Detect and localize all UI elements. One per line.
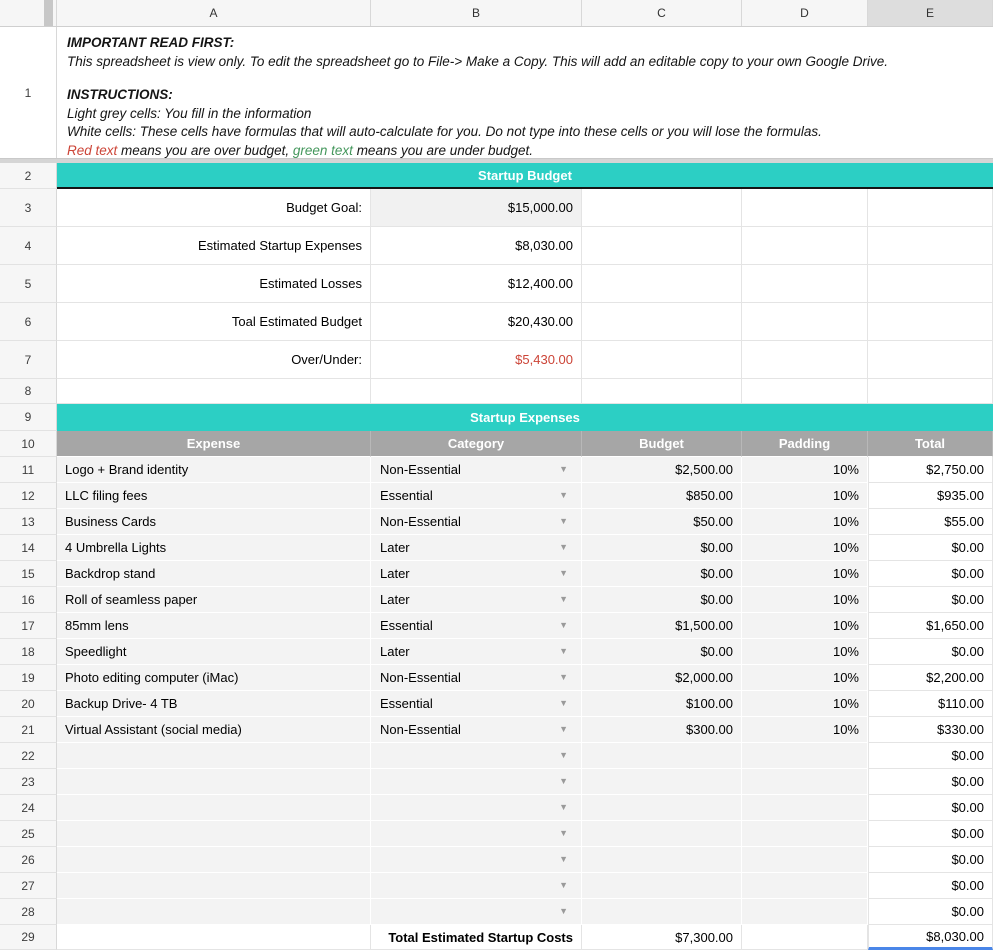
category-value: Non-Essential <box>380 514 461 529</box>
row-header[interactable]: 20 <box>0 691 57 717</box>
padding-cell[interactable]: 10% <box>742 535 868 561</box>
dropdown-arrow-icon[interactable]: ▼ <box>559 516 568 526</box>
padding-cell[interactable] <box>742 769 868 795</box>
empty-expense-table-row <box>0 743 993 769</box>
expense-name-cell[interactable]: Backup Drive- 4 TB <box>57 691 371 717</box>
empty-cell[interactable] <box>582 341 742 379</box>
category-value: Later <box>380 566 410 581</box>
total-cell[interactable]: $935.00 <box>868 483 993 509</box>
empty-cell[interactable] <box>582 189 742 227</box>
header-budget[interactable]: Budget <box>582 431 742 457</box>
padding-cell[interactable]: 10% <box>742 717 868 743</box>
padding-cell[interactable] <box>742 873 868 899</box>
budget-cell[interactable]: $0.00 <box>582 587 742 613</box>
column-header-e[interactable]: E <box>868 0 993 26</box>
empty-cell[interactable] <box>742 265 868 303</box>
empty-cell[interactable] <box>57 379 371 404</box>
budget-cell[interactable] <box>582 847 742 873</box>
column-header-b[interactable]: B <box>371 0 582 26</box>
budget-cell[interactable] <box>582 899 742 925</box>
padding-cell[interactable]: 10% <box>742 691 868 717</box>
category-dropdown-cell[interactable] <box>371 847 582 873</box>
expense-name-cell[interactable]: Roll of seamless paper <box>57 587 371 613</box>
select-all-corner[interactable] <box>0 0 57 26</box>
padding-cell[interactable]: 10% <box>742 665 868 691</box>
dropdown-arrow-icon[interactable]: ▼ <box>559 542 568 552</box>
empty-cell[interactable] <box>582 265 742 303</box>
column-header-a[interactable]: A <box>57 0 371 26</box>
instructions-heading-1: IMPORTANT READ FIRST: <box>67 35 235 50</box>
category-value: Non-Essential <box>380 722 461 737</box>
padding-cell[interactable] <box>742 847 868 873</box>
budget-cell[interactable]: $850.00 <box>582 483 742 509</box>
category-dropdown-cell[interactable] <box>371 717 582 743</box>
category-dropdown-cell[interactable] <box>371 691 582 717</box>
row-header[interactable]: 14 <box>0 535 57 561</box>
empty-cell[interactable] <box>582 227 742 265</box>
total-row <box>0 925 993 950</box>
category-dropdown-cell[interactable] <box>371 821 582 847</box>
dropdown-arrow-icon[interactable]: ▼ <box>559 672 568 682</box>
row-header[interactable]: 7 <box>0 341 57 379</box>
dropdown-arrow-icon[interactable]: ▼ <box>559 802 568 812</box>
category-value: Essential <box>380 696 433 711</box>
budget-cell[interactable]: $2,500.00 <box>582 457 742 483</box>
category-dropdown-cell[interactable] <box>371 769 582 795</box>
category-dropdown-cell[interactable] <box>371 743 582 769</box>
budget-value-cell[interactable]: $8,030.00 <box>371 227 582 265</box>
budget-row-goal <box>0 189 993 227</box>
dropdown-arrow-icon[interactable]: ▼ <box>559 906 568 916</box>
row-header[interactable]: 8 <box>0 379 57 404</box>
padding-cell[interactable]: 10% <box>742 613 868 639</box>
category-dropdown-cell[interactable] <box>371 535 582 561</box>
expense-table-row <box>0 639 993 665</box>
empty-expense-table-row <box>0 899 993 925</box>
empty-cell[interactable] <box>868 189 993 227</box>
total-cell[interactable]: $0.00 <box>868 743 993 769</box>
dropdown-arrow-icon[interactable]: ▼ <box>559 854 568 864</box>
empty-cell[interactable] <box>582 379 742 404</box>
total-cell[interactable]: $330.00 <box>868 717 993 743</box>
category-dropdown-cell[interactable] <box>371 587 582 613</box>
expense-name-cell[interactable] <box>57 899 371 925</box>
green-text-sample: green text <box>292 142 353 158</box>
category-dropdown-cell[interactable] <box>371 665 582 691</box>
dropdown-arrow-icon[interactable]: ▼ <box>559 880 568 890</box>
budget-label-cell[interactable]: Over/Under: <box>57 341 371 379</box>
row-header[interactable]: 13 <box>0 509 57 535</box>
total-cell[interactable]: $0.00 <box>868 821 993 847</box>
total-cell[interactable]: $0.00 <box>868 847 993 873</box>
budget-cell[interactable]: $50.00 <box>582 509 742 535</box>
dropdown-arrow-icon[interactable]: ▼ <box>559 620 568 630</box>
instructions-cell[interactable] <box>57 27 993 158</box>
expense-table-row <box>0 613 993 639</box>
instructions-line-3: White cells: These cells have formulas that will auto-calculate for you. Do not type into these cells or you will lose the formulas. <box>67 124 822 139</box>
padding-cell[interactable]: 10% <box>742 457 868 483</box>
empty-cell[interactable] <box>742 379 868 404</box>
dropdown-arrow-icon[interactable]: ▼ <box>559 828 568 838</box>
empty-expense-table-row <box>0 795 993 821</box>
total-cell[interactable]: $0.00 <box>868 587 993 613</box>
padding-cell[interactable]: 10% <box>742 587 868 613</box>
header-total[interactable]: Total <box>868 431 993 457</box>
padding-cell[interactable] <box>742 899 868 925</box>
header-expense[interactable]: Expense <box>57 431 371 457</box>
budget-row-expenses <box>0 227 993 265</box>
category-dropdown-cell[interactable] <box>371 795 582 821</box>
category-dropdown-cell[interactable] <box>371 899 582 925</box>
dropdown-arrow-icon[interactable]: ▼ <box>559 750 568 760</box>
total-cell[interactable]: $0.00 <box>868 769 993 795</box>
expense-name-cell[interactable] <box>57 795 371 821</box>
padding-cell[interactable]: 10% <box>742 639 868 665</box>
category-value: Non-Essential <box>380 670 461 685</box>
budget-cell[interactable] <box>582 873 742 899</box>
total-cell[interactable]: $0.00 <box>868 795 993 821</box>
category-value: Later <box>380 644 410 659</box>
category-dropdown-cell[interactable] <box>371 873 582 899</box>
expense-name-cell[interactable] <box>57 743 371 769</box>
expense-table-row <box>0 665 993 691</box>
padding-cell[interactable] <box>742 743 868 769</box>
row-header[interactable]: 9 <box>0 404 57 431</box>
padding-cell[interactable]: 10% <box>742 483 868 509</box>
expense-name-cell[interactable]: 4 Umbrella Lights <box>57 535 371 561</box>
red-text-sample: Red text <box>67 142 118 158</box>
category-dropdown-cell[interactable] <box>371 483 582 509</box>
category-dropdown-cell[interactable] <box>371 561 582 587</box>
frozen-divider-handle[interactable] <box>44 0 53 26</box>
expense-name-cell[interactable]: Virtual Assistant (social media) <box>57 717 371 743</box>
row-header[interactable]: 28 <box>0 899 57 925</box>
empty-expense-rows <box>0 743 993 925</box>
expense-table-header-row <box>0 431 993 457</box>
padding-cell[interactable] <box>742 821 868 847</box>
padding-cell[interactable] <box>742 795 868 821</box>
dropdown-arrow-icon[interactable]: ▼ <box>559 724 568 734</box>
expense-name-cell[interactable]: Backdrop stand <box>57 561 371 587</box>
empty-cell[interactable] <box>868 265 993 303</box>
row-header[interactable]: 10 <box>0 431 57 457</box>
budget-row-total <box>0 303 993 341</box>
instructions-row <box>0 27 993 158</box>
empty-cell[interactable] <box>868 379 993 404</box>
expense-table-row <box>0 561 993 587</box>
expense-table-row <box>0 587 993 613</box>
instructions-line-2: Light grey cells: You fill in the information <box>67 105 312 121</box>
empty-cell[interactable] <box>742 341 868 379</box>
column-header-d[interactable]: D <box>742 0 868 26</box>
expense-name-cell[interactable]: Logo + Brand identity <box>57 457 371 483</box>
category-value: Essential <box>380 488 433 503</box>
total-budget-cell[interactable]: $7,300.00 <box>582 925 742 950</box>
padding-cell[interactable]: 10% <box>742 561 868 587</box>
expense-table-row <box>0 717 993 743</box>
category-dropdown-cell[interactable] <box>371 639 582 665</box>
row-header[interactable]: 16 <box>0 587 57 613</box>
dropdown-arrow-icon[interactable]: ▼ <box>559 698 568 708</box>
header-category[interactable]: Category <box>371 431 582 457</box>
expense-table-row <box>0 483 993 509</box>
row-header[interactable]: 25 <box>0 821 57 847</box>
category-value: Essential <box>380 618 433 633</box>
row-header[interactable]: 26 <box>0 847 57 873</box>
row-header[interactable]: 3 <box>0 189 57 227</box>
expense-name-cell[interactable]: Business Cards <box>57 509 371 535</box>
instructions-spacer <box>67 71 993 86</box>
row-header[interactable]: 11 <box>0 457 57 483</box>
total-cell[interactable]: $0.00 <box>868 535 993 561</box>
budget-cell[interactable]: $0.00 <box>582 639 742 665</box>
budget-label-cell[interactable]: Budget Goal: <box>57 189 371 227</box>
budget-value-cell[interactable]: $15,000.00 <box>371 189 582 227</box>
category-dropdown-cell[interactable] <box>371 457 582 483</box>
budget-cell[interactable]: $0.00 <box>582 535 742 561</box>
empty-cell[interactable] <box>742 227 868 265</box>
expense-table-row <box>0 457 993 483</box>
startup-budget-banner-row <box>0 163 993 189</box>
dropdown-arrow-icon[interactable]: ▼ <box>559 568 568 578</box>
row-header[interactable]: 18 <box>0 639 57 665</box>
expense-table-row <box>0 691 993 717</box>
total-cell[interactable]: $55.00 <box>868 509 993 535</box>
budget-cell[interactable]: $300.00 <box>582 717 742 743</box>
budget-row-losses <box>0 265 993 303</box>
expense-rows <box>0 457 993 743</box>
dropdown-arrow-icon[interactable]: ▼ <box>559 464 568 474</box>
expense-table-row <box>0 509 993 535</box>
row-header[interactable]: 24 <box>0 795 57 821</box>
budget-cell[interactable] <box>582 743 742 769</box>
dropdown-arrow-icon[interactable]: ▼ <box>559 490 568 500</box>
budget-label-cell[interactable]: Toal Estimated Budget <box>57 303 371 341</box>
section-banner-startup-expenses[interactable]: Startup Expenses <box>57 404 993 431</box>
empty-expense-table-row <box>0 847 993 873</box>
expense-name-cell[interactable] <box>57 769 371 795</box>
row-header[interactable]: 27 <box>0 873 57 899</box>
grand-total-cell[interactable]: $8,030.00 <box>868 925 993 950</box>
budget-cell[interactable]: $2,000.00 <box>582 665 742 691</box>
budget-cell[interactable] <box>582 769 742 795</box>
row-header[interactable]: 15 <box>0 561 57 587</box>
instructions-heading-2: INSTRUCTIONS: <box>67 87 173 102</box>
startup-expenses-banner-row <box>0 404 993 431</box>
dropdown-arrow-icon[interactable]: ▼ <box>559 594 568 604</box>
budget-cell[interactable]: $100.00 <box>582 691 742 717</box>
total-cell[interactable]: $110.00 <box>868 691 993 717</box>
empty-expense-table-row <box>0 873 993 899</box>
budget-cell[interactable] <box>582 795 742 821</box>
row-header[interactable]: 1 <box>0 27 57 158</box>
row-header[interactable]: 21 <box>0 717 57 743</box>
expense-name-cell[interactable] <box>57 821 371 847</box>
expense-name-cell[interactable] <box>57 873 371 899</box>
empty-expense-table-row <box>0 821 993 847</box>
dropdown-arrow-icon[interactable]: ▼ <box>559 646 568 656</box>
total-cell[interactable]: $2,750.00 <box>868 457 993 483</box>
budget-row-over-under <box>0 341 993 379</box>
row-header[interactable]: 6 <box>0 303 57 341</box>
empty-expense-table-row <box>0 769 993 795</box>
header-padding[interactable]: Padding <box>742 431 868 457</box>
empty-cell[interactable] <box>371 379 582 404</box>
category-value: Later <box>380 592 410 607</box>
total-cell[interactable]: $0.00 <box>868 561 993 587</box>
blank-row <box>0 379 993 404</box>
empty-cell[interactable] <box>742 189 868 227</box>
section-banner-startup-budget[interactable]: Startup Budget <box>57 163 993 189</box>
dropdown-arrow-icon[interactable]: ▼ <box>559 776 568 786</box>
padding-cell[interactable]: 10% <box>742 509 868 535</box>
row-header[interactable]: 22 <box>0 743 57 769</box>
empty-cell[interactable] <box>742 303 868 341</box>
budget-label-cell[interactable]: Estimated Losses <box>57 265 371 303</box>
category-value: Later <box>380 540 410 555</box>
empty-cell[interactable] <box>742 925 868 950</box>
row-header[interactable]: 12 <box>0 483 57 509</box>
row-header[interactable]: 4 <box>0 227 57 265</box>
total-cell[interactable]: $2,200.00 <box>868 665 993 691</box>
empty-cell[interactable] <box>868 341 993 379</box>
budget-value-cell-over-under[interactable]: $5,430.00 <box>371 341 582 379</box>
expense-name-cell[interactable]: 85mm lens <box>57 613 371 639</box>
total-cell[interactable]: $0.00 <box>868 873 993 899</box>
empty-cell[interactable] <box>57 925 371 950</box>
empty-cell[interactable] <box>868 227 993 265</box>
row-header[interactable]: 5 <box>0 265 57 303</box>
empty-cell[interactable] <box>582 303 742 341</box>
total-cell[interactable]: $1,650.00 <box>868 613 993 639</box>
budget-label-cell[interactable]: Estimated Startup Expenses <box>57 227 371 265</box>
budget-value-cell[interactable]: $12,400.00 <box>371 265 582 303</box>
expense-name-cell[interactable]: LLC filing fees <box>57 483 371 509</box>
empty-cell[interactable] <box>868 303 993 341</box>
expense-name-cell[interactable] <box>57 847 371 873</box>
row-header[interactable]: 17 <box>0 613 57 639</box>
category-dropdown-cell[interactable] <box>371 613 582 639</box>
instructions-line-4-end: means you are under budget. <box>352 142 534 158</box>
row-header[interactable]: 19 <box>0 665 57 691</box>
budget-cell[interactable]: $0.00 <box>582 561 742 587</box>
instructions-line-4-mid: means you are over budget, <box>117 142 293 158</box>
expense-name-cell[interactable]: Speedlight <box>57 639 371 665</box>
instructions-line-1: This spreadsheet is view only. To edit the spreadsheet go to File-> Make a Copy. This will add an editable copy to your own Google Drive. <box>67 53 889 69</box>
total-cell[interactable]: $0.00 <box>868 639 993 665</box>
budget-value-cell[interactable]: $20,430.00 <box>371 303 582 341</box>
column-header-row <box>0 0 993 27</box>
category-dropdown-cell[interactable] <box>371 509 582 535</box>
total-cell[interactable]: $0.00 <box>868 899 993 925</box>
expense-name-cell[interactable]: Photo editing computer (iMac) <box>57 665 371 691</box>
row-header[interactable]: 2 <box>0 163 57 189</box>
budget-cell[interactable]: $1,500.00 <box>582 613 742 639</box>
budget-cell[interactable] <box>582 821 742 847</box>
instructions-line-4 <box>67 142 993 159</box>
column-header-c[interactable]: C <box>582 0 742 26</box>
total-label-cell[interactable]: Total Estimated Startup Costs <box>371 925 582 950</box>
expense-table-row <box>0 535 993 561</box>
category-value: Non-Essential <box>380 462 461 477</box>
row-header[interactable]: 23 <box>0 769 57 795</box>
row-header[interactable]: 29 <box>0 925 57 950</box>
